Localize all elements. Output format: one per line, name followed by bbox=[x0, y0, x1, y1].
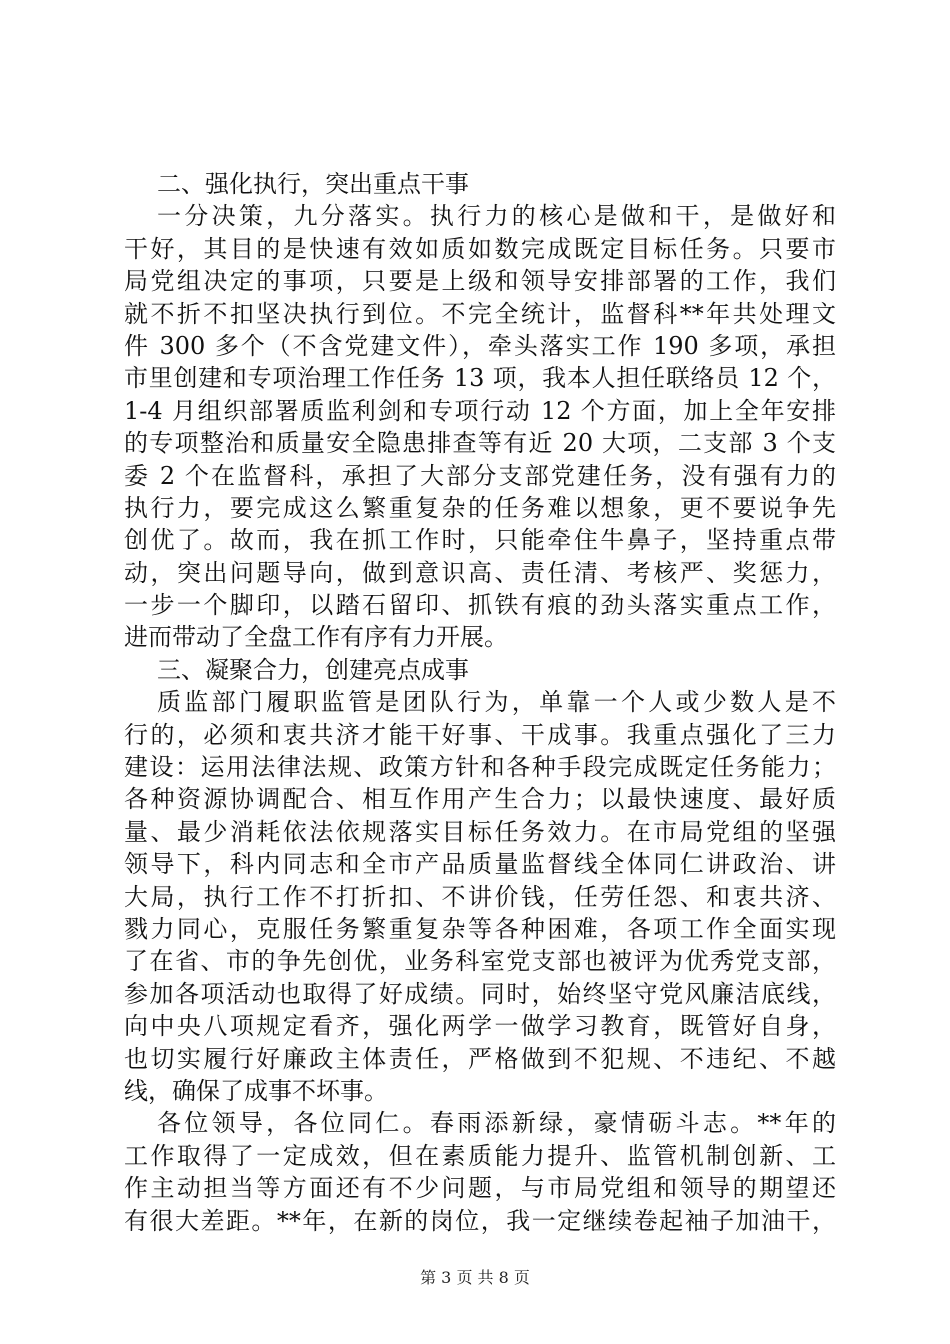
paragraph-line: 工作取得了一定成效，但在素质能力提升、监管机制创新、工 bbox=[124, 1141, 836, 1170]
paragraph-line: 干好，其目的是快速有效如质如数完成既定目标任务。只要市 bbox=[124, 234, 836, 263]
document-body bbox=[124, 168, 836, 1237]
paragraph-line: 了在省、市的争先创优，业务科室党支部也被评为优秀党支部， bbox=[124, 947, 836, 976]
paragraph-line: 建设：运用法律法规、政策方针和各种手段完成既定任务能力； bbox=[124, 753, 836, 782]
paragraph-line: 作主动担当等方面还有不少问题，与市局党组和领导的期望还 bbox=[124, 1174, 836, 1203]
paragraph-line: 一步一个脚印，以踏石留印、抓铁有痕的劲头落实重点工作， bbox=[124, 591, 836, 620]
paragraph-line: 局党组决定的事项，只要是上级和领导安排部署的工作，我们 bbox=[124, 267, 836, 296]
paragraph-line: 有很大差距。**年，在新的岗位，我一定继续卷起袖子加油干， bbox=[124, 1206, 836, 1235]
paragraph-line: 的专项整治和质量安全隐患排查等有近 20 大项，二支部 3 个支 bbox=[124, 429, 836, 458]
paragraph-line: 领导下，科内同志和全市产品质量监督线全体同仁讲政治、讲 bbox=[124, 850, 836, 879]
paragraph-line: 量、最少消耗依法依规落实目标任务效力。在市局党组的坚强 bbox=[124, 817, 836, 846]
paragraph-line: 创优了。故而，我在抓工作时，只能牵住牛鼻子，坚持重点带 bbox=[124, 526, 836, 555]
section-heading: 二、强化执行，突出重点干事 bbox=[157, 170, 469, 198]
paragraph-line: 进而带动了全盘工作有序有力开展。 bbox=[124, 623, 508, 652]
paragraph-line: 戮力同心，克服任务繁重复杂等各种困难，各项工作全面实现 bbox=[124, 914, 836, 943]
paragraph-line: 线，确保了成事不坏事。 bbox=[124, 1076, 388, 1105]
paragraph-line: 件 300 多个（不含党建文件），牵头落实工作 190 多项，承担 bbox=[124, 331, 836, 360]
paragraph-line: 委 2 个在监督科，承担了大部分支部党建任务，没有强有力的 bbox=[124, 461, 836, 490]
paragraph-line: 1-4 月组织部署质监利剑和专项行动 12 个方面，加上全年安排 bbox=[124, 396, 836, 425]
paragraph-line: 行的，必须和衷共济才能干好事、干成事。我重点强化了三力 bbox=[124, 720, 836, 749]
paragraph-line: 市里创建和专项治理工作任务 13 项，我本人担任联络员 12 个， bbox=[124, 364, 836, 393]
paragraph-line: 一分决策，九分落实。执行力的核心是做和干，是做好和 bbox=[157, 202, 836, 231]
paragraph-line: 执行力，要完成这么繁重复杂的任务难以想象，更不要说争先 bbox=[124, 493, 836, 522]
paragraph-line: 参加各项活动也取得了好成绩。同时，始终坚守党风廉洁底线， bbox=[124, 979, 836, 1008]
paragraph-line: 大局，执行工作不打折扣、不讲价钱，任劳任怨、和衷共济、 bbox=[124, 882, 836, 911]
paragraph-line: 各种资源协调配合、相互作用产生合力；以最快速度、最好质 bbox=[124, 785, 836, 814]
paragraph-line: 就不折不扣坚决执行到位。不完全统计，监督科**年共处理文 bbox=[124, 299, 836, 328]
paragraph-line: 动，突出问题导向，做到意识高、责任清、考核严、奖惩力， bbox=[124, 558, 836, 587]
page-number: 第 3 页 共 8 页 bbox=[420, 1268, 530, 1287]
paragraph-line: 各位领导，各位同仁。春雨添新绿，豪情砺斗志。**年的 bbox=[157, 1109, 836, 1138]
section-heading: 三、凝聚合力，创建亮点成事 bbox=[157, 655, 469, 684]
paragraph-line: 也切实履行好廉政主体责任，严格做到不犯规、不违纪、不越 bbox=[124, 1044, 836, 1073]
paragraph-line: 质监部门履职监管是团队行为，单靠一个人或少数人是不 bbox=[157, 688, 836, 717]
paragraph-line: 向中央八项规定看齐，强化两学一做学习教育，既管好自身， bbox=[124, 1012, 836, 1041]
page-footer bbox=[0, 1268, 950, 1288]
